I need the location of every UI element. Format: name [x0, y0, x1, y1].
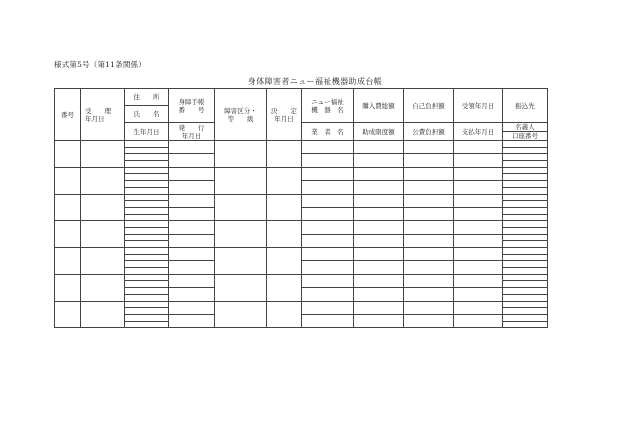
entry-cell[interactable]: [503, 214, 548, 221]
header-address: 住 所: [125, 89, 169, 106]
entry-cell[interactable]: [454, 301, 503, 314]
header-device-name-line2: 機 器 名: [311, 105, 344, 114]
entry-cell[interactable]: [125, 221, 169, 228]
entry-cell[interactable]: [125, 294, 169, 301]
entry-cell[interactable]: [404, 194, 454, 207]
entry-cell[interactable]: [125, 301, 169, 308]
header-subsidy-limit: 助成限度額: [354, 123, 404, 141]
entry-cell[interactable]: [454, 154, 503, 167]
entry-cell[interactable]: [215, 274, 267, 301]
header-birth-date: 生年月日: [125, 123, 169, 141]
header-issue: [169, 123, 215, 141]
entry-cell[interactable]: [503, 174, 548, 181]
entry-cell[interactable]: [169, 221, 215, 234]
entry-cell[interactable]: [354, 261, 404, 274]
entry-cell[interactable]: [125, 308, 169, 315]
entry-cell[interactable]: [267, 248, 302, 275]
entry-cell[interactable]: [454, 194, 503, 207]
header-decision-line1: 決 定: [271, 106, 297, 115]
register-body: [55, 141, 548, 328]
entry-cell[interactable]: [302, 141, 354, 154]
header-number: 番号: [55, 89, 81, 141]
entry-cell[interactable]: [503, 234, 548, 241]
entry-cell[interactable]: [404, 261, 454, 274]
entry-cell[interactable]: [169, 261, 215, 274]
entry-cell[interactable]: [503, 321, 548, 328]
entry-cell[interactable]: [125, 181, 169, 188]
entry-cell[interactable]: [503, 187, 548, 194]
header-vendor-name: 業 者 名: [302, 123, 354, 141]
header-transfer-to: 振込先: [503, 89, 548, 123]
entry-cell[interactable]: [81, 248, 125, 275]
header-decision: [267, 89, 302, 141]
entry-cell[interactable]: [302, 154, 354, 167]
entry-cell[interactable]: [404, 154, 454, 167]
header-public-pay: 公費負担額: [404, 123, 454, 141]
entry-cell[interactable]: [125, 234, 169, 241]
entry-cell[interactable]: [302, 234, 354, 247]
entry-cell[interactable]: [354, 301, 404, 314]
entry-cell[interactable]: [354, 207, 404, 220]
entry-cell[interactable]: [125, 161, 169, 168]
entry-cell[interactable]: [169, 288, 215, 301]
entry-cell[interactable]: [503, 241, 548, 248]
entry-cell[interactable]: [503, 294, 548, 301]
entry-cell[interactable]: [354, 248, 404, 261]
entry-cell[interactable]: [503, 141, 548, 148]
header-handbook-number-line1: 身障手帳: [178, 97, 205, 106]
header-name: 氏 名: [125, 106, 169, 123]
entry-cell[interactable]: [125, 274, 169, 281]
entry-cell[interactable]: [125, 194, 169, 201]
entry-cell[interactable]: [503, 167, 548, 174]
entry-cell[interactable]: [404, 314, 454, 327]
entry-cell[interactable]: [55, 301, 81, 328]
header-account-number: 口座番号: [512, 132, 538, 140]
entry-row: [55, 167, 548, 174]
entry-cell[interactable]: [215, 248, 267, 275]
entry-cell[interactable]: [267, 274, 302, 301]
entry-row: [55, 288, 548, 295]
entry-cell[interactable]: [503, 308, 548, 315]
entry-row: [55, 301, 548, 308]
entry-cell[interactable]: [302, 221, 354, 234]
entry-cell[interactable]: [215, 194, 267, 221]
entry-cell[interactable]: [503, 227, 548, 234]
entry-cell[interactable]: [454, 141, 503, 154]
entry-row: [55, 261, 548, 268]
entry-cell[interactable]: [503, 181, 548, 188]
entry-cell[interactable]: [302, 274, 354, 287]
entry-cell[interactable]: [125, 187, 169, 194]
entry-cell[interactable]: [125, 154, 169, 161]
entry-cell[interactable]: [81, 221, 125, 248]
entry-cell[interactable]: [81, 274, 125, 301]
entry-cell[interactable]: [503, 314, 548, 321]
entry-row: [55, 248, 548, 255]
entry-cell[interactable]: [125, 248, 169, 255]
entry-cell[interactable]: [267, 141, 302, 168]
entry-cell[interactable]: [404, 221, 454, 234]
entry-row: [55, 221, 548, 228]
entry-cell[interactable]: [454, 167, 503, 180]
register-title: 身体障害者ニュー福祉機器助成台帳: [247, 77, 383, 86]
entry-cell[interactable]: [503, 201, 548, 208]
entry-cell[interactable]: [503, 194, 548, 201]
header-received-date-text: 年月日: [85, 114, 105, 123]
entry-cell[interactable]: [215, 301, 267, 328]
entry-cell[interactable]: [503, 221, 548, 228]
entry-row: [55, 181, 548, 188]
header-received-date: [81, 115, 124, 123]
entry-cell[interactable]: [503, 248, 548, 255]
header-account-holder-number: [503, 123, 548, 141]
header-decision-line2: 年月日: [274, 114, 294, 123]
header-handbook-number: [169, 89, 215, 123]
entry-cell[interactable]: [55, 194, 81, 221]
entry-cell[interactable]: [354, 141, 404, 154]
header-device-name: [302, 89, 354, 123]
entry-cell[interactable]: [354, 167, 404, 180]
entry-row: [55, 274, 548, 281]
entry-cell[interactable]: [354, 154, 404, 167]
entry-cell[interactable]: [354, 288, 404, 301]
entry-cell[interactable]: [125, 268, 169, 275]
entry-cell[interactable]: [503, 254, 548, 261]
entry-cell[interactable]: [215, 141, 267, 168]
entry-row: [55, 314, 548, 321]
entry-cell[interactable]: [125, 314, 169, 321]
entry-cell[interactable]: [125, 201, 169, 208]
entry-cell[interactable]: [503, 301, 548, 308]
entry-cell[interactable]: [81, 301, 125, 328]
entry-cell[interactable]: [125, 147, 169, 154]
entry-cell[interactable]: [267, 301, 302, 328]
entry-cell[interactable]: [125, 167, 169, 174]
entry-cell[interactable]: [125, 288, 169, 295]
entry-cell[interactable]: [503, 281, 548, 288]
entry-cell[interactable]: [454, 207, 503, 220]
entry-cell[interactable]: [169, 167, 215, 180]
form-number: 様式第5号（第11条関係）: [54, 60, 146, 69]
entry-cell[interactable]: [503, 147, 548, 154]
entry-cell[interactable]: [404, 301, 454, 314]
header-disability-grade: [215, 89, 267, 141]
header-payment-date: 支払年月日: [454, 123, 503, 141]
entry-cell[interactable]: [215, 221, 267, 248]
entry-cell[interactable]: [302, 288, 354, 301]
entry-cell[interactable]: [404, 234, 454, 247]
register-table: [54, 88, 548, 328]
entry-cell[interactable]: [55, 274, 81, 301]
entry-cell[interactable]: [125, 254, 169, 261]
entry-cell[interactable]: [169, 248, 215, 261]
header-received-text: 受 理: [85, 106, 111, 115]
entry-cell[interactable]: [81, 167, 125, 194]
entry-cell[interactable]: [169, 154, 215, 167]
entry-row: [55, 194, 548, 201]
entry-cell[interactable]: [215, 167, 267, 194]
entry-cell[interactable]: [404, 274, 454, 287]
entry-cell[interactable]: [169, 207, 215, 220]
header-self-pay: 自己負担額: [404, 89, 454, 123]
entry-cell[interactable]: [267, 194, 302, 221]
entry-cell[interactable]: [454, 234, 503, 247]
entry-cell[interactable]: [454, 314, 503, 327]
entry-cell[interactable]: [81, 194, 125, 221]
entry-cell[interactable]: [55, 221, 81, 248]
entry-row: [55, 154, 548, 161]
header-account-holder: 名義人: [503, 123, 547, 132]
entry-cell[interactable]: [503, 161, 548, 168]
entry-cell[interactable]: [81, 141, 125, 168]
entry-cell[interactable]: [302, 167, 354, 180]
entry-cell[interactable]: [169, 194, 215, 207]
entry-cell[interactable]: [404, 141, 454, 154]
entry-cell[interactable]: [55, 167, 81, 194]
entry-cell[interactable]: [302, 194, 354, 207]
header-disability-grade-line1: 障害区分・: [224, 106, 257, 115]
entry-cell[interactable]: [503, 268, 548, 275]
entry-cell[interactable]: [302, 261, 354, 274]
entry-row: [55, 141, 548, 148]
entry-cell[interactable]: [125, 214, 169, 221]
entry-cell[interactable]: [169, 141, 215, 154]
entry-cell[interactable]: [169, 301, 215, 314]
entry-cell[interactable]: [169, 314, 215, 327]
entry-cell[interactable]: [125, 141, 169, 148]
entry-cell[interactable]: [125, 281, 169, 288]
entry-cell[interactable]: [125, 241, 169, 248]
entry-cell[interactable]: [169, 274, 215, 287]
entry-cell[interactable]: [454, 261, 503, 274]
entry-row: [55, 207, 548, 214]
header-device-name-line1: ニュー福祉: [311, 97, 344, 106]
entry-cell[interactable]: [125, 261, 169, 268]
header-total-purchase: 購入費総額: [354, 89, 404, 123]
entry-cell[interactable]: [354, 234, 404, 247]
entry-cell[interactable]: [454, 221, 503, 234]
entry-cell[interactable]: [404, 248, 454, 261]
entry-cell[interactable]: [454, 274, 503, 287]
entry-cell[interactable]: [302, 314, 354, 327]
entry-cell[interactable]: [354, 194, 404, 207]
entry-cell[interactable]: [125, 321, 169, 328]
header-disability-grade-line2: 等 級: [227, 114, 254, 123]
entry-cell[interactable]: [503, 288, 548, 295]
entry-cell[interactable]: [404, 167, 454, 180]
entry-cell[interactable]: [503, 261, 548, 268]
entry-cell[interactable]: [503, 207, 548, 214]
entry-cell[interactable]: [404, 288, 454, 301]
entry-cell[interactable]: [454, 288, 503, 301]
entry-cell[interactable]: [404, 207, 454, 220]
header-issue-line2: 年月日: [181, 131, 202, 140]
entry-cell[interactable]: [267, 221, 302, 248]
entry-cell[interactable]: [125, 207, 169, 214]
entry-cell[interactable]: [404, 181, 454, 194]
header-issue-line1: 発 行: [178, 123, 205, 132]
entry-cell[interactable]: [503, 154, 548, 161]
entry-cell[interactable]: [354, 221, 404, 234]
entry-cell[interactable]: [302, 301, 354, 314]
entry-cell[interactable]: [354, 314, 404, 327]
header-handbook-number-line2: 番 号: [178, 105, 205, 114]
entry-cell[interactable]: [503, 274, 548, 281]
header-received-label: [81, 107, 124, 115]
entry-cell[interactable]: [169, 181, 215, 194]
entry-cell[interactable]: [302, 248, 354, 261]
entry-cell[interactable]: [267, 167, 302, 194]
entry-cell[interactable]: [125, 174, 169, 181]
entry-cell[interactable]: [354, 274, 404, 287]
entry-cell[interactable]: [454, 248, 503, 261]
entry-cell[interactable]: [302, 207, 354, 220]
entry-cell[interactable]: [169, 234, 215, 247]
header-received: [81, 89, 125, 141]
entry-cell[interactable]: [125, 227, 169, 234]
entry-row: [55, 234, 548, 241]
entry-cell[interactable]: [354, 181, 404, 194]
entry-cell[interactable]: [55, 248, 81, 275]
entry-cell[interactable]: [302, 181, 354, 194]
entry-cell[interactable]: [55, 141, 81, 168]
entry-cell[interactable]: [454, 181, 503, 194]
header-receipt-date: 受領年月日: [454, 89, 503, 123]
